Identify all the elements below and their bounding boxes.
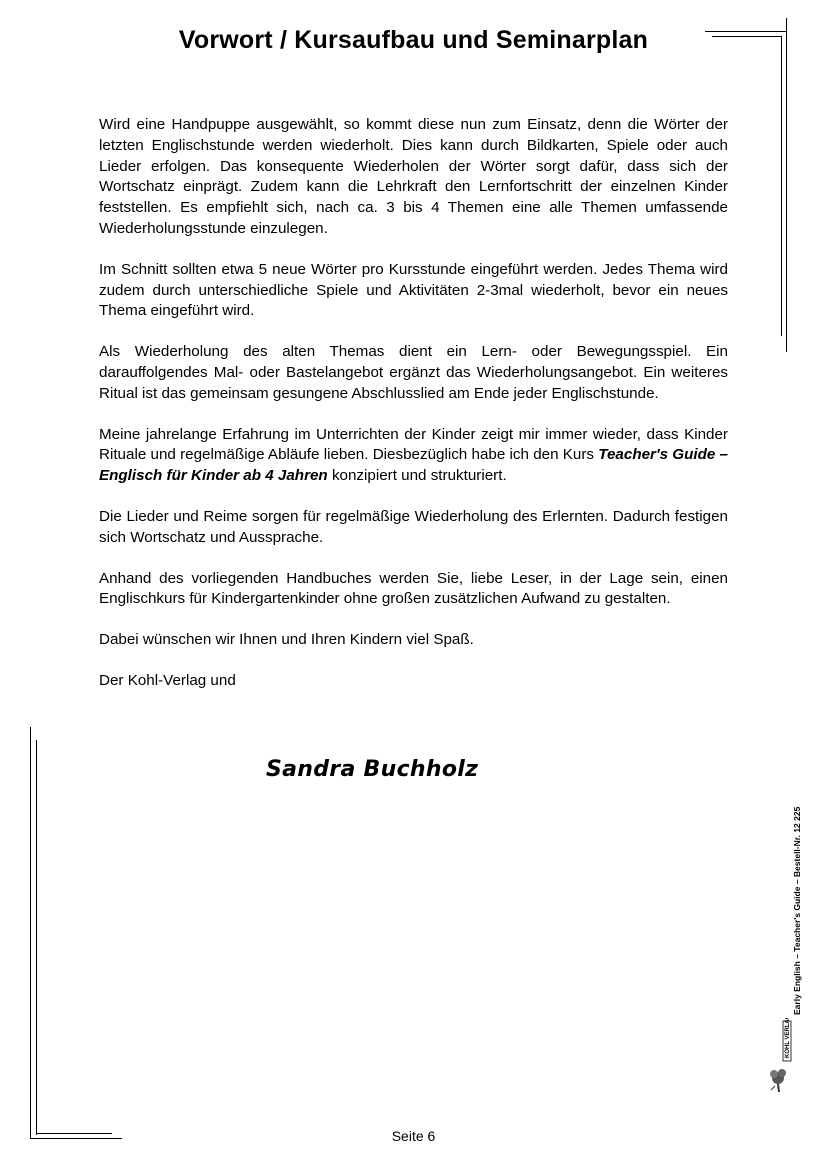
- course-title: Teacher's Guide – Englisch für Kinder ab 4 Jahren: [99, 446, 728, 485]
- frame-top-right-v2: [781, 36, 782, 336]
- paragraph-4: [99, 425, 728, 487]
- paragraph-4-text-a: Meine jahrelange Erfahrung im Unterrichten der Kinder zeigt mir immer wieder, dass Kinder Rituale und regelmäßige Abläufe lieben. Diesbezüglich habe ich den Kurs: [99, 425, 728, 464]
- paragraph-2: Im Schnitt sollten etwa 5 neue Wörter pro Kursstunde eingeführt werden. Jedes Thema wird zudem durch unterschiedliche Spiele und Aktivitäten 2-3mal wiederholt, bevor ein neues Thema eingeführt wird.: [99, 260, 728, 320]
- paragraph-3: Als Wiederholung des alten Themas dient ein Lern- oder Bewegungsspiel. Ein darauffolgendes Mal- oder Bastelangebot ergänzt das Wiederholungsangebot. Ein weiteres Ritual ist das gemeinsam gesungene Abschlusslied am Ende jeder Englischstunde.: [99, 343, 728, 402]
- publisher-logo: [769, 1018, 793, 1093]
- page-title: Vorwort / Kursaufbau und Seminarplan: [178, 26, 649, 54]
- paragraph-1: Wird eine Handpuppe ausgewählt, so kommt diese nun zum Einsatz, denn die Wörter der letzten Englischstunde werden wiederholt. Dies kann durch Bildkarten, Spiele oder auch Lieder erfolgen. Das konsequente Wiederholen der Wörter sorgt dafür, dass sich der Wortschatz einprägt. Zudem kann die Lehrkraft den Lernfortschritt der einzelnen Kinder feststellen. Es empfiehlt sich, nach ca. 3 bis 4 Themen eine alle Themen umfassende Wiederholungsstunde einzulegen.: [99, 116, 728, 237]
- frame-bottom-left-v1: [30, 727, 31, 1139]
- body-text: [99, 115, 728, 712]
- page-number: Seite 6: [391, 1128, 436, 1144]
- frame-bottom-left-v2: [36, 740, 37, 1135]
- frame-top-right-v1: [786, 18, 787, 352]
- paragraph-5: Die Lieder und Reime sorgen für regelmäßige Wiederholung des Erlernten. Dadurch festigen sich Wortschatz und Aussprache.: [99, 507, 728, 546]
- author-signature: Sandra Buchholz: [266, 757, 479, 782]
- product-info-vertical: Early English – Teacher's Guide – Bestell-Nr. 12 225: [792, 806, 802, 1015]
- paragraph-6: Anhand des vorliegenden Handbuches werden Sie, liebe Leser, in der Lage sein, einen Englischkurs für Kindergartenkinder ohne großen zusätzlichen Aufwand zu gestalten.: [99, 569, 728, 608]
- paragraph-7: Dabei wünschen wir Ihnen und Ihren Kindern viel Spaß.: [99, 631, 474, 649]
- logo-text: KOHL VERLAG: [785, 1018, 791, 1058]
- closing-line: Der Kohl-Verlag und: [99, 671, 236, 689]
- paragraph-4-text-b: konzipiert und strukturiert.: [327, 467, 507, 485]
